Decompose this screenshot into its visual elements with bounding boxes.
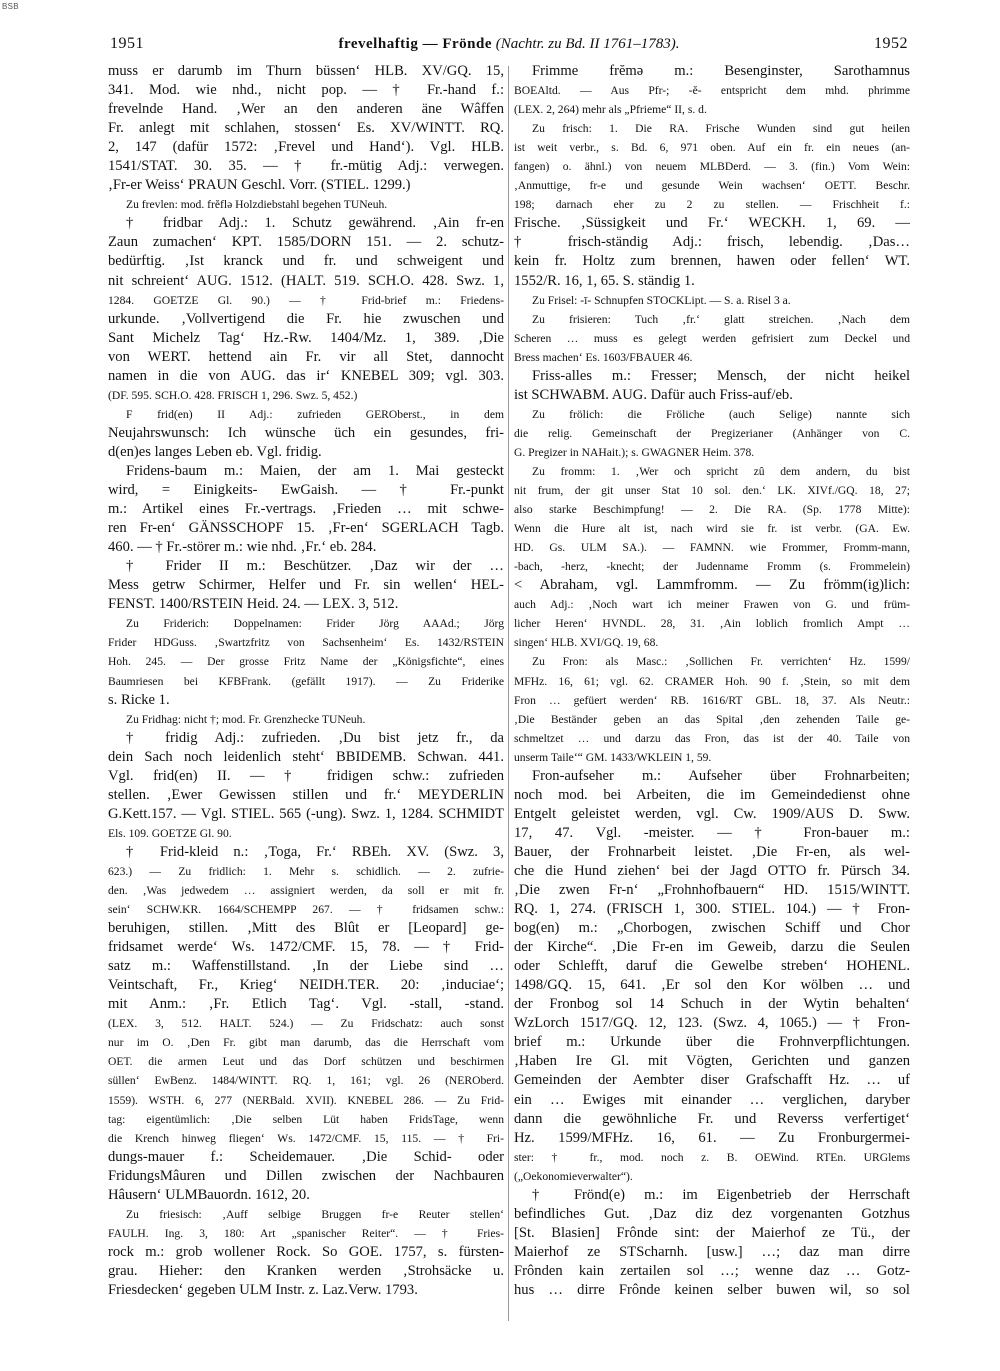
running-title (338, 36, 679, 53)
text-line: Gemeinden der Aembter diser Grafschafft Hz. … uf (514, 1072, 910, 1089)
text-line: Zu Frisel: -ī- Schnupfen STOCKLipt. — S. a. Risel 3 a. (532, 293, 791, 307)
right-column (514, 62, 910, 1362)
text-line: m.: Artikel eines Fr.-vertrags. ‚Frieden … mit schwe- (108, 501, 504, 518)
text-line: also starke Beschimpfung! — 2. Die RA. (Sp. 1778 Mitte): (514, 503, 910, 517)
text-line: 2, 147 (dafür 1572: ‚Frevel und Hand‘). Vgl. HLB. (108, 139, 504, 156)
text-line: Zu friesisch: ‚Auff selbige Bruggen fr-e Reuter stellen‘ (126, 1207, 504, 1221)
text-line: 1284. GOETZE Gl. 90.) — † Frid-brief m.: Friedens- (108, 293, 504, 307)
text-line: Fridens-baum m.: Maien, der am 1. Mai gesteckt (126, 462, 504, 479)
text-line: Zu frisch: 1. Die RA. Frische Wunden sind gut heilen (532, 122, 910, 136)
text-line: den. ‚Was jedwedem … assigniert werden, da soll er mit fr. (108, 884, 504, 898)
text-line: Neujahrswunsch: Ich wünsche üch ein gesundes, fri- (108, 424, 504, 441)
text-line: F frid(en) II Adj.: zufrieden GEROberst., in dem (126, 407, 504, 421)
library-stamp: BSB (2, 2, 19, 11)
text-line: süllen‘ EwBenz. 1484/WINTT. RQ. 1, 161; vgl. 26 (NEROberd. (108, 1074, 504, 1088)
left-page-number: 1951 (110, 35, 144, 52)
text-line: ‚Haben Ire Gl. mit Vögten, Gerichten und ganzen (514, 1053, 910, 1070)
text-line: Wenn die Hure alt ist, nach wird sie fr. ist verbr. (GA. Ew. (514, 522, 910, 536)
dictionary-columns (108, 62, 912, 1362)
text-line: (LEX. 2, 264) mehr als „Pfrieme“ II, s. d. (514, 103, 707, 117)
text-line: Zu frisieren: Tuch ‚fr.‘ glatt streichen. ‚Nach dem (532, 312, 910, 326)
text-line: OET. die armen Leut und das Dorf schützen und beschirmen (108, 1055, 504, 1069)
text-line: sein‘ SCHW.KR. 1664/SCHEMPP 267. — † fridsamen schw.: (108, 903, 504, 917)
text-line: che die Hund ziehen‘ bei der Jagd OTTO fr. Pürsch 34. (514, 862, 910, 879)
left-column (108, 62, 504, 1362)
text-line: Bauer, der Frohnarbeit leistet. ‚Die Fr-en, als wel- (514, 843, 910, 860)
text-line: muss er darumb im Thurn büssen‘ HLB. XV/GQ. 15, (108, 63, 504, 79)
text-line: ist SCHWABM. AUG. Dafür auch Friss-auf/eb. (514, 386, 793, 403)
running-title-supplement: (Nachtr. zu Bd. II 1761–1783). (495, 35, 680, 52)
text-line: stellen. ‚Ewer Gewissen stillen und fr.‘ MEYDERLIN (108, 786, 504, 803)
text-line: ster: † fr., mod. noch z. B. OEWind. RTEn. URGlems (514, 1150, 910, 1164)
text-line: fangen) o. ähnl.) von neuem MLBDerd. — 3. (fin.) Vom Wein: (514, 160, 910, 174)
text-line: † frisch-ständig Adj.: frisch, lebendig. ‚Das… (514, 234, 910, 251)
text-line: Els. 109. GOETZE Gl. 90. (108, 826, 232, 840)
text-line: † Frönd(e) m.: im Eigenbetrieb der Herrschaft (532, 1186, 910, 1203)
text-line: (DF. 595. SCH.O. 428. FRISCH 1, 296. Swz. 5, 452.) (108, 388, 358, 402)
text-line: frevelnde Hand. ‚Wer an den anderen äne Wâffen (108, 101, 504, 118)
text-line: Maierhof ze STScharnh. [usw.] …; daz man dirre (514, 1243, 910, 1260)
text-line: auch Adj.: ‚Noch wart ich meiner Frawen von G. und früm- (514, 598, 910, 612)
text-line: Veintschaft, Fr., Krieg‘ NEIDH.TER. 20: ‚induciae‘; (108, 977, 504, 994)
text-line: Zu frölich: die Fröliche (auch Selige) nannte sich (532, 407, 910, 421)
text-line: befindliches Gut. ‚Daz diz dez vorgenanten Gotzhus (514, 1205, 910, 1222)
right-page-number: 1952 (874, 35, 908, 52)
text-line: FAULH. Ing. 3, 180: Art „spanischer Reiter“. — † Fries- (108, 1226, 504, 1240)
text-line: singen‘ HLB. XVI/GQ. 19, 68. (514, 636, 659, 650)
text-line: ren Fr-en‘ GÄNSSCHOPF 15. ‚Fr-en‘ SGERLACH Tagb. (108, 520, 504, 537)
text-line: die Krench hinweg fliegen‘ Ws. 1472/CMF. 15, 115. — † Fri- (108, 1131, 504, 1145)
text-line: dann die gewöhnliche Fr. und Reverss verfertiget‘ (514, 1110, 910, 1127)
text-line: 341. Mod. wie nhd., nicht pop. — † Fr.-hand f.: (108, 82, 504, 99)
text-line: Frônden kain zertailen sol …; wenne daz … Gotz- (514, 1262, 910, 1279)
text-line: 1541/STAT. 30. 35. — † fr.-mütig Adj.: verwegen. (108, 158, 504, 175)
text-line: < Abraham, vgl. Lammfromm. — Zu frömm(ig)lich: (514, 577, 910, 594)
text-line: beruhigen, stillen. ‚Mitt des Blût er [Leopard] ge- (108, 920, 504, 937)
text-line: RQ. 1, 274. (FRISCH 1, 300. STIEL. 104.) — † Fron- (514, 901, 910, 918)
text-line: tag: eigentümlich: ‚Die selben Lüt haben FridsTage, wenn (108, 1112, 504, 1126)
text-line: G.Kett.157. — Vgl. STIEL. 565 (-ung). Swz. 1, 1284. SCHMIDT (108, 805, 504, 822)
text-line: Frimme frĕmə m.: Besenginster, Sarothamnus (532, 63, 910, 79)
text-line: d(en)es langes Leben eb. Vgl. fridig. (108, 443, 322, 460)
text-line: 17, 47. Vgl. -meister. — † Fron-bauer m.: (514, 824, 910, 841)
text-line: Entgelt geleistet werden, vgl. Cw. 1909/AUS D. Sww. (514, 805, 910, 822)
text-line: rock m.: grob wollener Rock. So GOE. 1757, s. fürsten- (108, 1243, 504, 1260)
text-line: Fron-aufseher m.: Aufseher über Frohnarbeiten; (532, 767, 910, 784)
text-line: Friss-alles m.: Fresser; Mensch, der nicht heikel (532, 367, 910, 384)
text-line: 460. — † Fr.-störer m.: wie nhd. ‚Fr.‘ eb. 284. (108, 539, 377, 556)
text-line: 198; darnach eher zu 2 zu stellen. — Frischheit f.: (514, 198, 910, 212)
text-line: BOEAltd. — Aus Pfr-; -ĕ- entspricht dem mhd. phrimme (514, 84, 910, 98)
text-line: MFHz. 16, 61; vgl. 62. CRAMER Hoh. 90 f. ‚Stein, so mit dem (514, 674, 910, 688)
text-line: dungs-mauer f.: Scheidemauer. ‚Die Schid- oder (108, 1148, 504, 1165)
text-line: ‚Die Beständer geben an das Spital ‚den zehenden Taile ge- (514, 712, 910, 726)
text-line: bog(en) m.: „Chorbogen, zwischen Schiff und Chor (514, 920, 910, 937)
text-line: Zu fromm: 1. ‚Wer och spricht zû dem andern, du bist (532, 464, 910, 478)
text-line: nur im O. ‚Den Fr. gibt man darumb, das die Herrschaft vom (108, 1036, 504, 1050)
text-line: FridungsMâuren und Dillen zwischen der Nachbauren (108, 1167, 504, 1184)
column-divider (508, 66, 509, 1321)
text-line: Friesdecken‘ gegeben ULM Instr. z. Laz.Verw. 1793. (108, 1282, 418, 1298)
text-line: 1552/R. 16, 1, 65. S. ständig 1. (514, 272, 695, 289)
text-line: licher Heren‘ HVNDL. 28, 31. ‚Ain loblich fromlich Ampt … (514, 617, 910, 631)
text-line: ‚Die zwen Fr-n‘ „Frohnhofbauern“ HD. 1515/WINTT. (514, 882, 910, 899)
text-line: urkunde. ‚Vollvertigend die Fr. hie zwuschen und (108, 310, 504, 327)
text-line: s. Ricke 1. (108, 691, 170, 708)
text-line: G. Pregizer in NAHait.); s. GWAGNER Heim. 378. (514, 445, 755, 459)
text-line: Sant Michelz Tag‘ Hz.-Rw. 1404/Mz. 1, 389. ‚Die (108, 329, 504, 346)
text-line: kein fr. Holtz zum brennen, hawen oder fellen‘ WT. (514, 253, 910, 270)
text-line: Zu frevlen: mod. frĕflə Holzdiebstahl begehen TUNeuh. (126, 198, 388, 212)
text-line: Baumriesen bei KFBFrank. (gefällt 1917). — Zu Friderike (108, 674, 504, 688)
running-title-head: frevelhaftig — Frönde (338, 35, 493, 52)
text-line: nit schreient‘ AUG. 1512. (HALT. 519. SCH.O. 428. Swz. 1, (108, 272, 504, 289)
text-line: 623.) — Zu fridlich: 1. Mehr s. schidlich. — 2. zufrie- (108, 864, 504, 878)
text-line: HD. Gs. ULM SA.). — FAMNN. wie Frommer, Fromm-mann, (514, 541, 910, 555)
text-line: ‚Fr-er Weiss‘ PRAUN Geschl. Vorr. (STIEL. 1299.) (108, 177, 411, 194)
text-line: Zaun zumachen‘ KPT. 1585/DORN 151. — 2. schutz- (108, 234, 504, 251)
text-line: Hâusern‘ ULMBauordn. 1612, 20. (108, 1186, 310, 1203)
text-line: † Frider II m.: Beschützer. ‚Daz wir der … (126, 558, 504, 575)
text-line: Zu Fridhag: nicht †; mod. Fr. Grenzhecke TUNeuh. (126, 712, 366, 726)
text-line: (LEX. 3, 512. HALT. 524.) — Zu Fridschatz: auch sonst (108, 1017, 504, 1031)
text-line: noch mod. bei Arbeiten, die im Gemeindedienst ohne (514, 786, 910, 803)
text-line: 1559). WSTH. 6, 277 (NERBald. XVII). KNEBEL 286. — Zu Frid- (108, 1093, 504, 1107)
text-line: Bress machen‘ Es. 1603/FBAUER 46. (514, 350, 693, 364)
text-line: Zu Friderich: Doppelnamen: Frider Jörg AAAd.; Jörg (126, 617, 504, 631)
text-line: -bach, -herz, -knecht; der Judenname Fromm (s. Frommelein) (514, 560, 910, 574)
text-line: ‚Anmuttige, fr-e und gesunde Wein wachsen‘ OETT. Beschr. (514, 179, 910, 193)
text-line: 1498/GQ. 15, 641. ‚Er sol den Kor wölben … und (514, 977, 910, 994)
text-line: bedürftig. ‚Ist kranck und fr. und schweigent und (108, 253, 504, 270)
text-line: FENST. 1400/RSTEIN Heid. 24. — LEX. 3, 512. (108, 596, 399, 613)
text-line: schmeltzet … und darzu das Fron, das ist der 40. Taile von (514, 731, 910, 745)
text-line: fridsamet werde‘ Ws. 1472/CMF. 15, 78. — † Frid- (108, 939, 504, 956)
text-line: † fridig Adj.: zufrieden. ‚Du bist jetz fr., da (126, 729, 504, 746)
text-line: dein Sach noch leidenlich steht‘ BBIDEMB. Schwan. 441. (108, 748, 504, 765)
text-line: Hz. 1599/MFHz. 16, 61. — Zu Fronburgermei- (514, 1129, 910, 1146)
text-line: ist weit verbr., s. Bd. 6, 971 oben. Auf ein fr. ein neues (an- (514, 141, 910, 155)
text-line: der Kirche“. ‚Die Fr-en im Geweib, darzu die Seulen (514, 939, 910, 956)
text-line: grau. Hieher: den Kranken werden ‚Strohsäcke u. (108, 1262, 504, 1279)
text-line: mit Anm.: ‚Fr. Etlich Tag‘. Vgl. -stall, -stand. (108, 996, 504, 1013)
text-line: die relig. Gemeinschaft der Pregizerianer (Anhänger von C. (514, 426, 910, 440)
text-line: WzLorch 1517/GQ. 12, 123. (Swz. 4, 1065.) — † Fron- (514, 1015, 910, 1032)
text-line: von WERT. hettend ain Fr. vir all Stet, dannocht (108, 348, 504, 365)
text-line: Frider HDGuss. ‚Swartzfritz von Sachsenheim‘ Es. 1432/RSTEIN (108, 636, 504, 650)
text-line: („Oekonomieverwalter“). (514, 1169, 633, 1183)
text-line: satz m.: Waffenstillstand. ‚In der Liebe sind … (108, 958, 504, 975)
text-line: Fr. anlegt mit schlahen, stossen‘ Es. XV/WINTT. RQ. (108, 120, 504, 137)
text-line: wird, = Einigkeits- EwGaish. — † Fr.-punkt (108, 482, 504, 499)
text-line: [St. Blasien] Frônde sint: der Maierhof ze Tü., der (514, 1224, 910, 1241)
text-line: Hoh. 245. — Der grosse Fritz Name der „Königsfichte“, eines (108, 655, 504, 669)
text-line: ein … Ewiges mit einander … verglichen, daryber (514, 1091, 910, 1108)
text-line: unserm Taile‘“ GM. 1433/WKLEIN 1, 59. (514, 750, 712, 764)
text-line: der Fronbog sol 14 Schuch in der Wytin behalten‘ (514, 996, 910, 1013)
text-line: nit frum, der git unser Stat 10 sol. den.‘ LK. XIVf./GQ. 18, 27; (514, 484, 910, 498)
page-header (110, 30, 908, 58)
text-line: Mess getrw Schirmer, Helfer und Fr. sin wellen‘ HEL- (108, 577, 504, 594)
text-line: brief m.: Urkunde über die Frohnverpflichtungen. (514, 1034, 910, 1051)
text-line: namen in die von AUG. das ir‘ KNEBEL 309; vgl. 303. (108, 367, 504, 384)
text-line: Vgl. frid(en) II. — † fridigen schw.: zufrieden (108, 767, 504, 784)
text-line: Scheren … muss es gelegt werden gefrisiert zum Deckel und (514, 331, 910, 345)
text-line: hus … dirre Frônde keinen selber buwen wil, so sol (514, 1282, 910, 1298)
text-line: oder Schlefft, daruf die Gewelbe streben‘ HOHENL. (514, 958, 910, 975)
text-line: † Frid-kleid n.: ‚Toga, Fr.‘ RBEh. XV. (Swz. 3, (126, 843, 504, 860)
text-line: Frische. ‚Süssigkeit und Fr.‘ WECKH. 1, 69. — (514, 215, 910, 232)
text-line: Zu Fron: als Masc.: ‚Sollichen Fr. verrichten‘ Hz. 1599/ (532, 655, 910, 669)
text-line: † fridbar Adj.: 1. Schutz gewährend. ‚Ain fr-en (126, 215, 504, 232)
text-line: Fron … gefüert werden‘ RB. 1616/RT GBL. 18, 37. Als Neutr.: (514, 693, 910, 707)
